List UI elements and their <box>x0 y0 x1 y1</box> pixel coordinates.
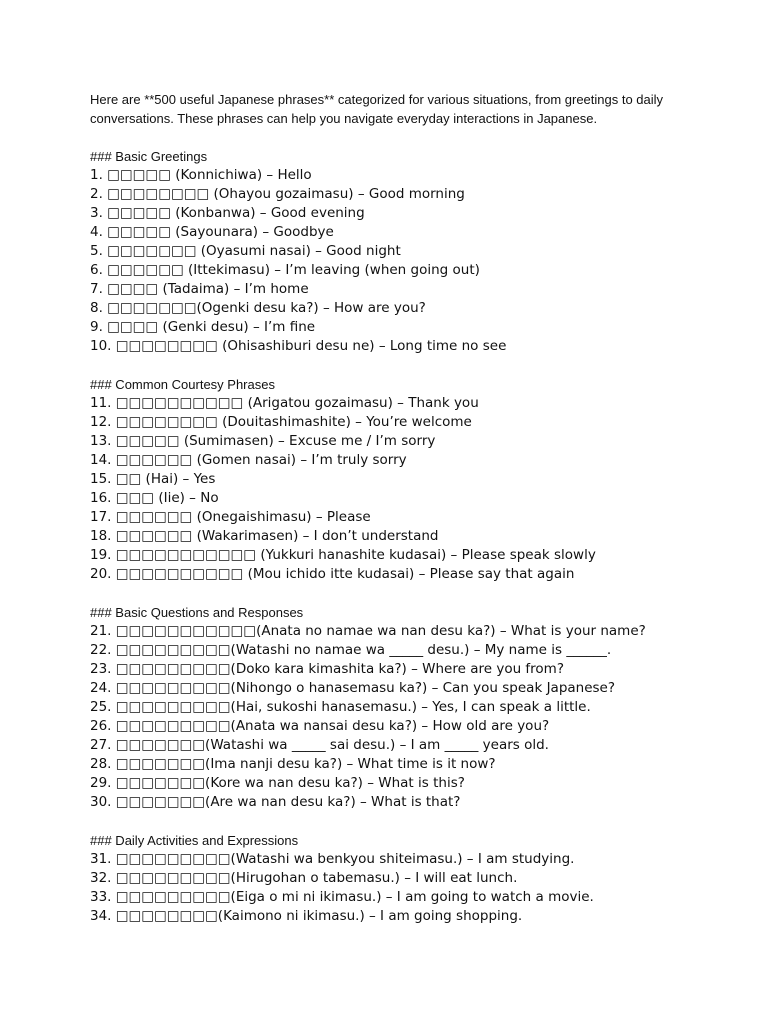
document-body <box>90 90 710 926</box>
phrase-item: 6. □□□□□□ (Ittekimasu) – I’m leaving (when going out) <box>90 262 480 278</box>
phrase-item: 8. □□□□□□□(Ogenki desu ka?) – How are you? <box>90 300 426 316</box>
phrase-item: 15. □□ (Hai) – Yes <box>90 471 216 487</box>
phrase-item: 26. □□□□□□□□□(Anata wa nansai desu ka?) – How old are you? <box>90 718 550 734</box>
phrase-item: 21. □□□□□□□□□□□(Anata no namae wa nan desu ka?) – What is your name? <box>90 623 646 639</box>
phrase-item: 1. □□□□□ (Konnichiwa) – Hello <box>90 167 312 183</box>
phrase-item: 14. □□□□□□ (Gomen nasai) – I’m truly sorry <box>90 452 407 468</box>
phrase-item: 22. □□□□□□□□□(Watashi no namae wa _____ desu.) – My name is ______. <box>90 642 612 658</box>
section-heading: ### Daily Activities and Expressions <box>90 833 299 848</box>
phrase-item: 16. □□□ (Iie) – No <box>90 490 219 506</box>
phrase-item: 7. □□□□ (Tadaima) – I’m home <box>90 281 309 297</box>
phrase-item: 19. □□□□□□□□□□□ (Yukkuri hanashite kudasai) – Please speak slowly <box>90 547 596 563</box>
section-heading: ### Basic Greetings <box>90 149 208 164</box>
phrase-item: 12. □□□□□□□□ (Douitashimashite) – You’re welcome <box>90 414 472 430</box>
phrase-item: 11. □□□□□□□□□□ (Arigatou gozaimasu) – Thank you <box>90 395 479 411</box>
phrase-list <box>90 166 710 356</box>
phrase-item: 9. □□□□ (Genki desu) – I’m fine <box>90 319 316 335</box>
section-heading: ### Basic Questions and Responses <box>90 605 304 620</box>
section-heading: ### Common Courtesy Phrases <box>90 377 275 392</box>
phrase-item: 27. □□□□□□□(Watashi wa _____ sai desu.) – I am _____ years old. <box>90 737 549 753</box>
phrase-item: 32. □□□□□□□□□(Hirugohan o tabemasu.) – I will eat lunch. <box>90 870 518 886</box>
phrase-item: 3. □□□□□ (Konbanwa) – Good evening <box>90 205 365 221</box>
phrase-item: 10. □□□□□□□□ (Ohisashiburi desu ne) – Long time no see <box>90 338 507 354</box>
phrase-item: 5. □□□□□□□ (Oyasumi nasai) – Good night <box>90 243 401 259</box>
phrase-item: 13. □□□□□ (Sumimasen) – Excuse me / I’m sorry <box>90 433 436 449</box>
phrase-section <box>90 375 710 584</box>
phrase-item: 17. □□□□□□ (Onegaishimasu) – Please <box>90 509 371 525</box>
phrase-item: 18. □□□□□□ (Wakarimasen) – I don’t understand <box>90 528 439 544</box>
phrase-section <box>90 147 710 356</box>
intro-paragraph: Here are **500 useful Japanese phrases** categorized for various situations, from greetings to daily conversations. These phrases can help you navigate everyday interactions in Japanese. <box>90 92 664 126</box>
phrase-item: 33. □□□□□□□□□(Eiga o mi ni ikimasu.) – I am going to watch a movie. <box>90 889 594 905</box>
phrase-item: 2. □□□□□□□□ (Ohayou gozaimasu) – Good morning <box>90 186 465 202</box>
phrase-sections <box>90 147 710 926</box>
phrase-section <box>90 831 710 926</box>
phrase-item: 28. □□□□□□□(Ima nanji desu ka?) – What time is it now? <box>90 756 496 772</box>
phrase-list <box>90 394 710 584</box>
phrase-item: 31. □□□□□□□□□(Watashi wa benkyou shiteimasu.) – I am studying. <box>90 851 575 867</box>
phrase-item: 4. □□□□□ (Sayounara) – Goodbye <box>90 224 334 240</box>
phrase-item: 24. □□□□□□□□□(Nihongo o hanasemasu ka?) – Can you speak Japanese? <box>90 680 616 696</box>
phrase-item: 25. □□□□□□□□□(Hai, sukoshi hanasemasu.) – Yes, I can speak a little. <box>90 699 591 715</box>
phrase-section <box>90 603 710 812</box>
phrase-item: 20. □□□□□□□□□□ (Mou ichido itte kudasai) – Please say that again <box>90 566 575 582</box>
phrase-list <box>90 850 710 926</box>
phrase-item: 23. □□□□□□□□□(Doko kara kimashita ka?) – Where are you from? <box>90 661 565 677</box>
phrase-item: 30. □□□□□□□(Are wa nan desu ka?) – What is that? <box>90 794 461 810</box>
phrase-list <box>90 622 710 812</box>
phrase-item: 34. □□□□□□□□(Kaimono ni ikimasu.) – I am going shopping. <box>90 908 523 924</box>
phrase-item: 29. □□□□□□□(Kore wa nan desu ka?) – What is this? <box>90 775 465 791</box>
